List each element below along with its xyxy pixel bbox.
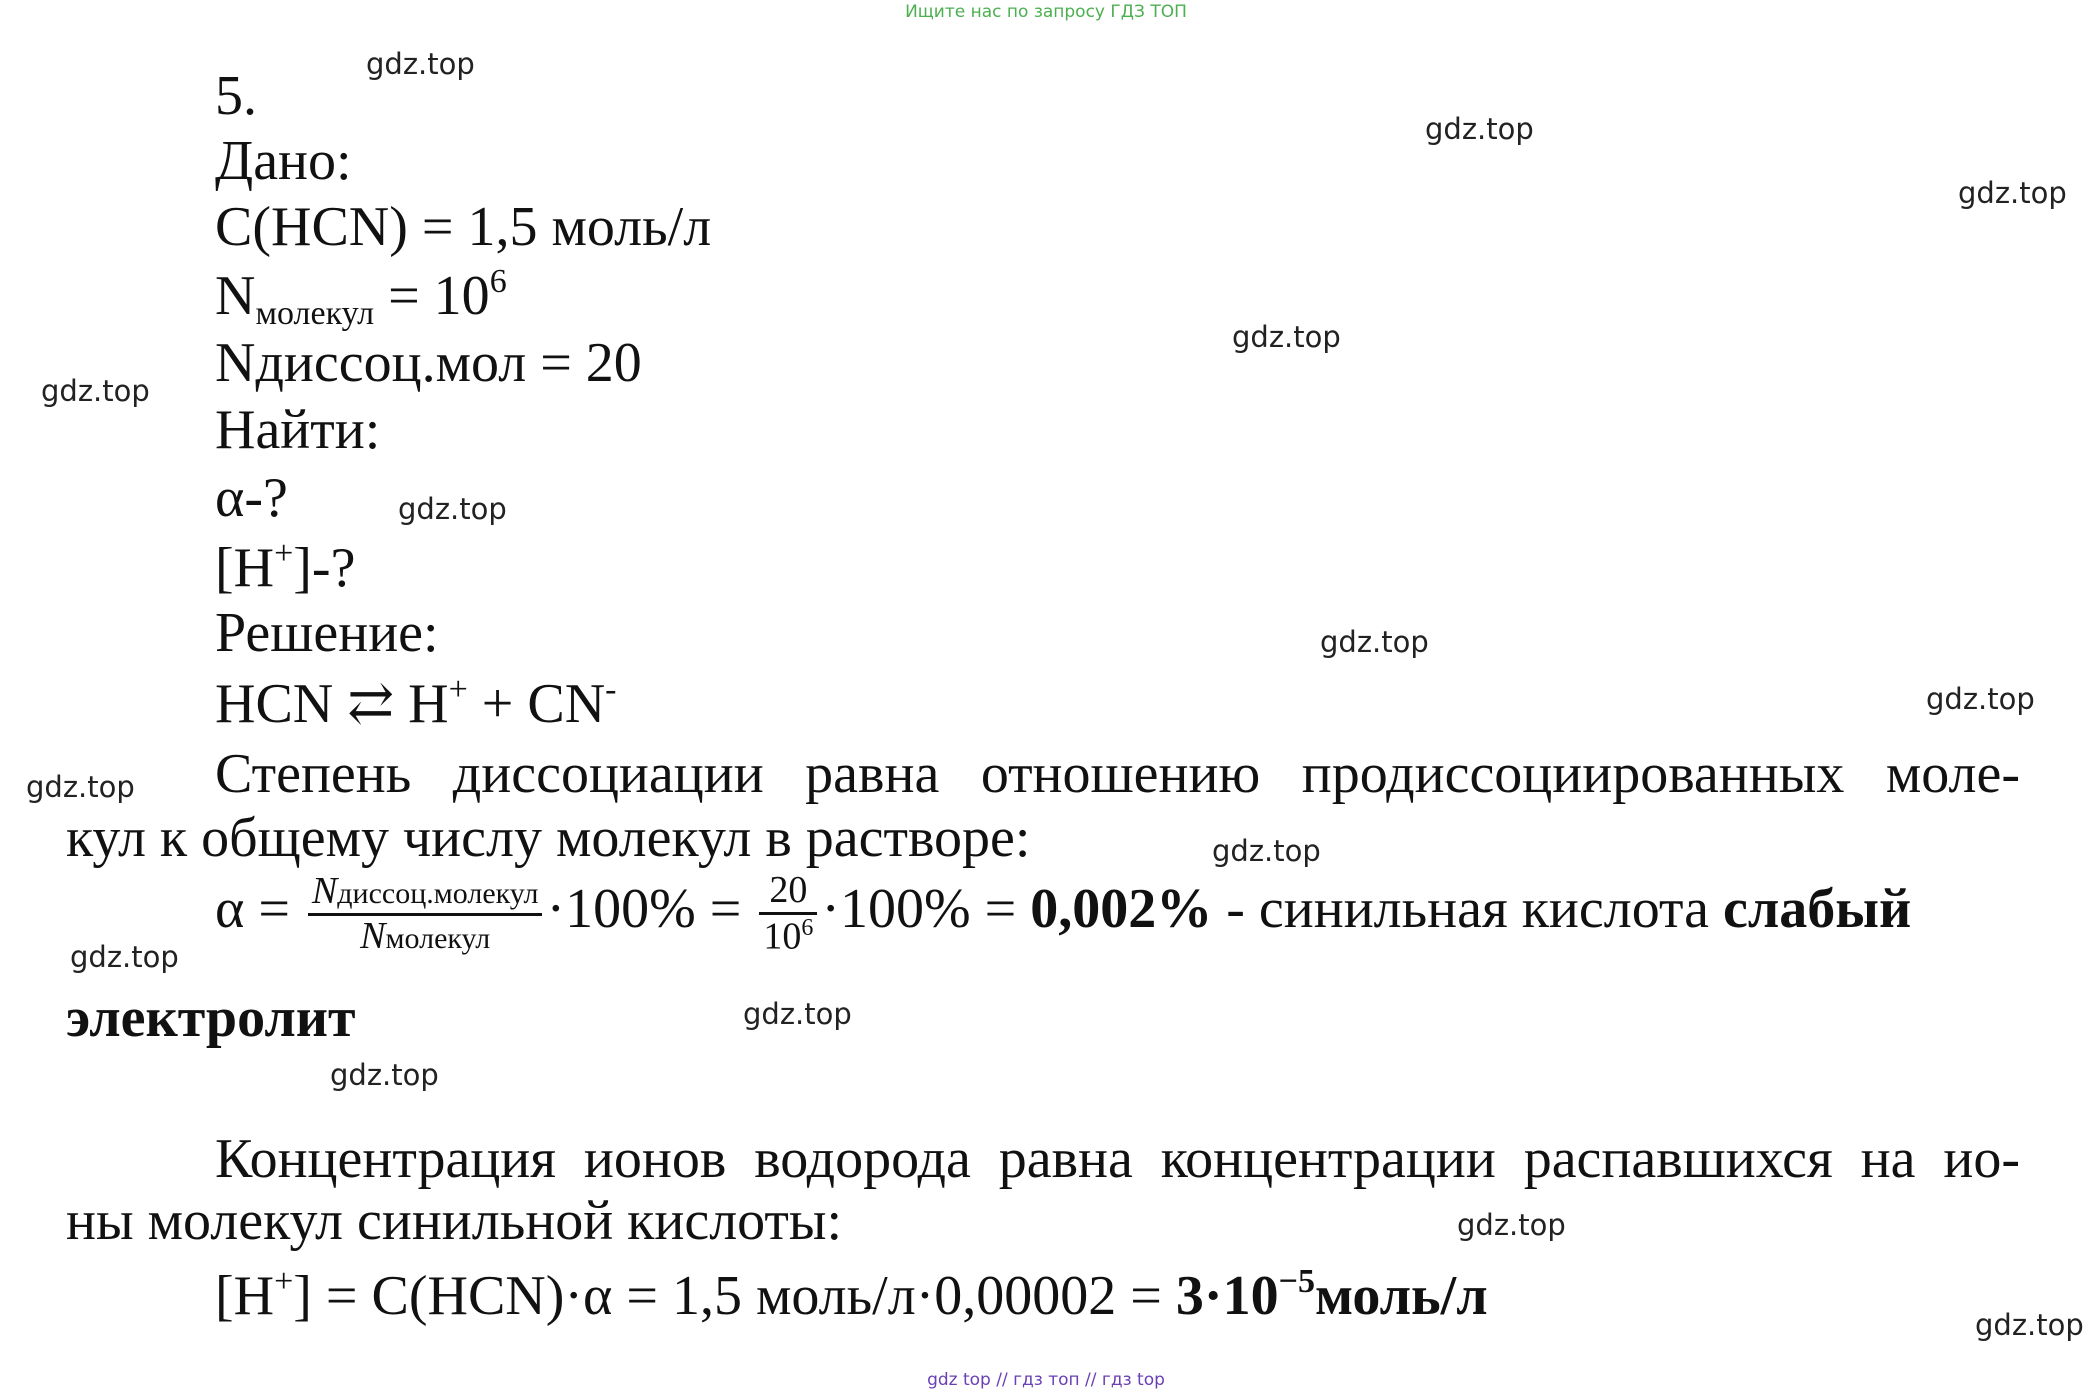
watermark: gdz.top xyxy=(330,1058,439,1092)
given-concentration: C(HCN) = 1,5 моль/л xyxy=(215,196,712,258)
electrolyte-word: электролит xyxy=(66,987,356,1049)
n-equals: = 10 xyxy=(374,265,490,327)
n-subscript: молекул xyxy=(255,295,375,332)
watermark: gdz.top xyxy=(1320,625,1429,659)
frac2-num: 20 xyxy=(759,870,817,915)
solution-label: Решение: xyxy=(215,602,439,664)
watermark: gdz.top xyxy=(1457,1208,1566,1242)
frac-den-symbol: N xyxy=(360,914,386,957)
h-sup: + xyxy=(274,535,294,572)
frac-num-symbol: N xyxy=(311,869,338,912)
watermark: gdz.top xyxy=(1926,682,2035,716)
given-label: Дано: xyxy=(215,130,352,192)
top-banner: Ищите нас по запросу ГДЗ ТОП xyxy=(905,2,1187,22)
alpha-result: 0,002% xyxy=(1030,877,1213,940)
watermark: gdz.top xyxy=(1975,1308,2084,1342)
alpha-lhs: α = xyxy=(215,877,304,940)
f2-rest: ] = C(HCN)·α = 1,5 моль/л·0,00002 = xyxy=(293,1265,1176,1327)
problem-number: 5. xyxy=(215,65,257,127)
given-molecules xyxy=(215,265,507,331)
alpha-bold-tail: слабый xyxy=(1722,877,1912,940)
alpha-text: - синильная кислота xyxy=(1212,877,1723,940)
watermark: gdz.top xyxy=(398,492,507,526)
paragraph1-line1: Степень диссоциации равна отношению продиссоциированных моле- xyxy=(215,743,2020,805)
h-open: [H xyxy=(215,537,275,599)
given-dissociated: Nдиссоц.мол = 20 xyxy=(215,332,642,394)
watermark: gdz.top xyxy=(41,374,150,408)
reaction-cn-sup: - xyxy=(605,671,617,708)
f2-h-open: [H xyxy=(215,1265,275,1327)
fraction-n xyxy=(308,871,543,958)
watermark: gdz.top xyxy=(1425,112,1534,146)
watermark: gdz.top xyxy=(366,47,475,81)
find-alpha: α-? xyxy=(215,467,288,529)
frac2-den-base: 10 xyxy=(763,915,802,958)
formula-alpha-line2 xyxy=(66,987,356,1049)
find-label: Найти: xyxy=(215,399,381,461)
f2-result-base: 3·10 xyxy=(1175,1265,1279,1327)
watermark: gdz.top xyxy=(743,997,852,1031)
reaction-h-sup: + xyxy=(448,671,468,708)
reaction-equation xyxy=(215,671,617,735)
paragraph1-line2: кул к общему числу молекул в растворе: xyxy=(66,807,1031,869)
watermark: gdz.top xyxy=(1232,320,1341,354)
fraction-values xyxy=(759,870,817,958)
f2-result-exp: −5 xyxy=(1278,1263,1315,1300)
alpha-mid: ·100% = xyxy=(546,877,756,940)
watermark: gdz.top xyxy=(1958,176,2067,210)
reaction-mid: + CN xyxy=(467,673,606,735)
paragraph2-line2: ны молекул синильной кислоты: xyxy=(66,1190,843,1252)
paragraph2-line1: Концентрация ионов водорода равна концентрации распавшихся на ио- xyxy=(215,1128,2020,1190)
n-symbol: N xyxy=(215,265,256,327)
reaction-left: HCN ⇄ H xyxy=(215,673,449,735)
formula-h-concentration xyxy=(215,1263,1488,1327)
frac-den-sub: молекул xyxy=(385,921,491,955)
find-h-ion xyxy=(215,535,356,599)
frac2-den-exp: 6 xyxy=(801,914,814,941)
watermark: gdz.top xyxy=(70,940,179,974)
f2-h-sup: + xyxy=(274,1263,294,1300)
formula-alpha xyxy=(215,870,2020,958)
alpha-tail: ·100% = xyxy=(821,877,1031,940)
h-close: ]-? xyxy=(293,537,356,599)
watermark: gdz.top xyxy=(26,770,135,804)
watermark: gdz.top xyxy=(1212,834,1321,868)
f2-result-unit: моль/л xyxy=(1314,1265,1488,1327)
n-exponent: 6 xyxy=(489,263,507,300)
bottom-banner: gdz top // гдз топ // гдз top xyxy=(927,1370,1165,1390)
frac-num-sub: диссоц.молекул xyxy=(337,876,539,910)
